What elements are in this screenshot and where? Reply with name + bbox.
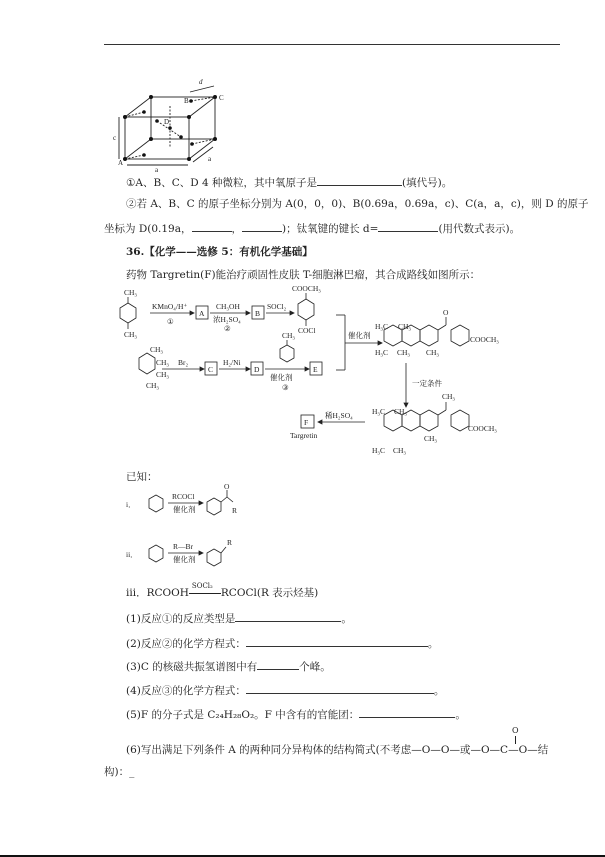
answer-blank[interactable] (192, 220, 232, 232)
svg-text:CH₃: CH₃ (124, 288, 138, 297)
box-d: D (254, 365, 260, 374)
step-1: ① (167, 317, 174, 326)
condition-label: 一定条件 (412, 379, 442, 388)
q2-mid: )；钛氧键的键长 d= (282, 223, 379, 235)
box-f: F (304, 418, 309, 427)
svg-text:R: R (232, 506, 238, 515)
known-i-label: i． (126, 500, 136, 509)
q-suffix: 。 (427, 638, 439, 650)
svg-text:R: R (227, 538, 233, 547)
svg-text:H₃C: H₃C (375, 348, 389, 357)
question-2 (126, 635, 438, 651)
label-b: B (184, 97, 189, 105)
reagent-h2-ni: H₂/Ni (223, 358, 241, 367)
known-ii-reagent: R—Br (173, 542, 194, 551)
known-reactions-diagram (126, 482, 326, 580)
svg-text:COOCH₃: COOCH₃ (470, 335, 499, 344)
catalyst-3: 催化剂 (270, 373, 293, 382)
svg-text:CH₃: CH₃ (398, 322, 412, 331)
box-e: E (313, 365, 318, 374)
reagent-methanol: CH₃OH (216, 302, 240, 311)
svg-text:CH₃: CH₃ (124, 330, 138, 339)
q-suffix: 。 (455, 709, 466, 721)
catalyst-main: 催化剂 (348, 331, 371, 340)
crystal-cell-figure (113, 70, 248, 174)
label-c: C (219, 94, 224, 102)
answer-blank[interactable] (359, 706, 455, 718)
svg-text:H₃C: H₃C (375, 322, 389, 331)
q-text: (4)反应③的化学方程式： (126, 685, 246, 697)
question-part-2-line2 (104, 220, 520, 236)
svg-text:CH₃: CH₃ (146, 381, 160, 390)
iii-left: RCOOH (146, 587, 189, 599)
targretin-label: Targretin (290, 431, 318, 440)
answer-blank[interactable] (246, 682, 434, 694)
header-rule (104, 44, 560, 45)
question-3 (126, 658, 331, 674)
question-5 (126, 706, 466, 722)
group-cooch3: COOCH₃ (292, 284, 321, 293)
q-suffix: 个峰。 (299, 661, 331, 673)
q-text: (3)C 的核磁共振氢谱图中有 (126, 661, 258, 673)
svg-text:CH₃: CH₃ (393, 446, 407, 455)
step-3: ③ (282, 383, 289, 392)
synthesis-route-diagram (110, 285, 560, 460)
q2-suffix: (用代数式表示)。 (438, 223, 521, 235)
section-intro: 药物 Targretin(F)能治疗顽固性皮肤 T-细胞淋巴瘤，其合成路线如图所示： (126, 269, 481, 281)
reagent-dilute-h2so4: 稀H₂SO₄ (325, 411, 353, 420)
q2-sep: ， (231, 223, 242, 235)
answer-blank[interactable] (378, 220, 438, 232)
svg-text:O: O (443, 308, 449, 317)
reagent-socl2: SOCl₂ (267, 302, 287, 311)
group-cocl: COCl (298, 326, 316, 335)
svg-text:H₃C: H₃C (372, 407, 386, 416)
answer-blank[interactable] (246, 635, 428, 647)
carbonyl-oxygen: O (512, 726, 519, 735)
box-c: C (208, 365, 214, 374)
reagent-kmno4: KMnO₄/H⁺ (152, 302, 188, 311)
svg-text:COOCH₃: COOCH₃ (468, 424, 497, 433)
q1-suffix: (填代号)。 (402, 177, 453, 189)
svg-text:CH₃: CH₃ (150, 345, 164, 354)
q-suffix: 。 (433, 685, 445, 697)
q-text: (2)反应②的化学方程式： (126, 638, 246, 650)
answer-blank[interactable] (242, 220, 282, 232)
label-a: A (118, 159, 124, 167)
svg-text:CH₃: CH₃ (156, 370, 170, 379)
label-a-side: a (208, 155, 212, 163)
question-1 (126, 610, 352, 626)
reagent-br2: Br₂ (178, 358, 189, 367)
known-i-reagent: RCOCl (172, 492, 195, 501)
answer-blank[interactable] (235, 610, 341, 622)
label-a-bottom: a (155, 166, 159, 174)
q-suffix: 。 (341, 613, 352, 625)
question-6-line2: 构)：_ (104, 766, 135, 778)
svg-text:CH₃: CH₃ (424, 434, 438, 443)
answer-blank[interactable] (317, 174, 402, 186)
label-bond-d: d (199, 78, 203, 86)
q-text: (1)反应①的反应类型是 (126, 613, 236, 625)
svg-text:CH₃: CH₃ (442, 392, 456, 401)
box-a: A (199, 309, 205, 318)
section-heading: 36.【化学——选修 5：有机化学基础】 (126, 246, 313, 258)
svg-text:O: O (224, 482, 230, 491)
iii-arrow (189, 582, 221, 594)
svg-text:CH₃: CH₃ (282, 331, 296, 340)
known-i-catalyst: 催化剂 (173, 505, 196, 514)
box-b: B (255, 309, 261, 318)
q2-prefix: 坐标为 D(0.19a， (104, 223, 192, 235)
question-part-2-line1: ②若 A、B、C 的原子坐标分别为 A(0，0，0)、B(0.69a，0.69a，c)、C(a，a，c)，则 D 的原子 (126, 198, 589, 210)
q1-text: ①A、B、C、D 4 种微粒，其中氧原子是 (126, 177, 318, 189)
known-ii-label: ii． (126, 550, 138, 559)
iii-right: RCOCl(R 表示烃基) (220, 587, 319, 599)
svg-text:H₃C: H₃C (372, 446, 386, 455)
known-ii-catalyst: 催化剂 (173, 555, 196, 564)
svg-text:CH₃: CH₃ (394, 407, 408, 416)
q-text: (5)F 的分子式是 C₂₄H₂₈O₂。F 中含有的官能团： (126, 709, 360, 721)
iii-label: iii． (126, 587, 147, 599)
step-2: ② (224, 324, 231, 333)
svg-text:CH₃: CH₃ (426, 348, 440, 357)
answer-blank[interactable] (257, 658, 299, 670)
known-iii (126, 582, 319, 600)
label-d: D (164, 118, 170, 126)
question-4 (126, 682, 444, 698)
label-c-height: c (113, 134, 117, 142)
question-part-1 (126, 174, 452, 190)
known-title: 已知： (126, 471, 158, 483)
svg-text:CH₃: CH₃ (156, 358, 170, 367)
reagent-h2so4: 浓H₂SO₄ (213, 315, 241, 324)
question-6-line1: (6)写出满足下列条件 A 的两种同分异构体的结构简式(不考虑—O—O—或—O—C—O—结 (126, 744, 549, 756)
iii-reagent: SOCl₂ (191, 582, 213, 590)
svg-text:CH₃: CH₃ (397, 348, 411, 357)
